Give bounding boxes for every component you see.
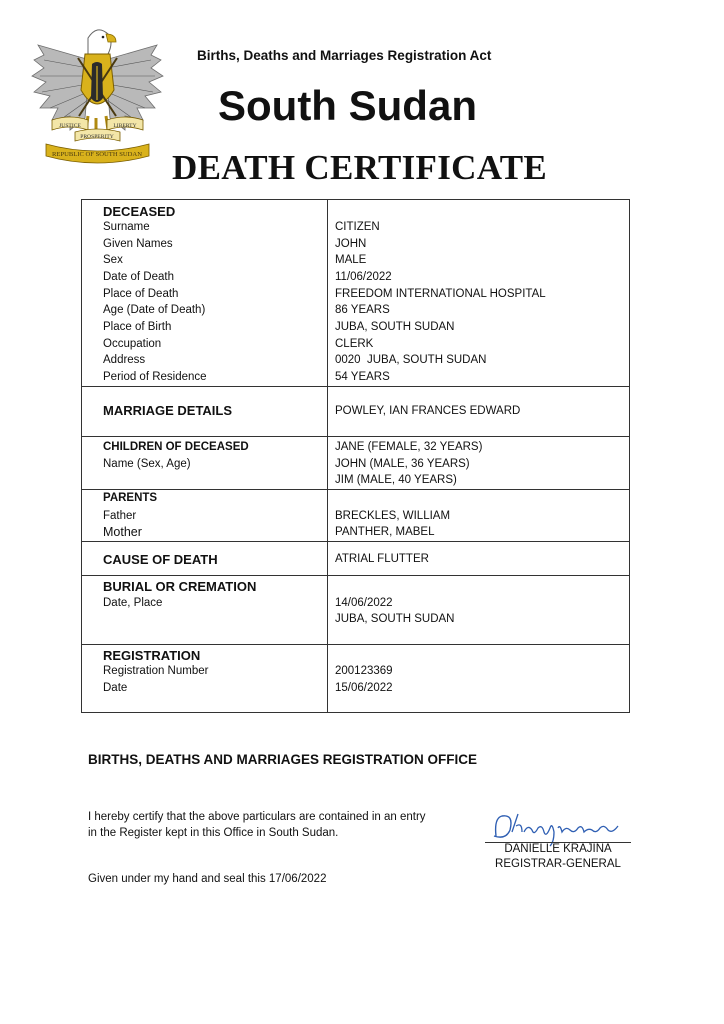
deceased-surname-value: CITIZEN (335, 221, 380, 233)
certificate-table (81, 199, 630, 713)
deceased-occupation-value: CLERK (335, 338, 374, 350)
deceased-residence-label: Period of Residence (103, 371, 207, 383)
row-divider (82, 575, 629, 576)
certification-statement (88, 809, 426, 841)
deceased-age-value: 86 YEARS (335, 304, 390, 316)
deceased-place-of-death-value: FREEDOM INTERNATIONAL HOSPITAL (335, 288, 546, 300)
deceased-residence-value: 54 YEARS (335, 371, 390, 383)
burial-date-place-label: Date, Place (103, 597, 163, 609)
mother-value: PANTHER, MABEL (335, 526, 435, 538)
section-heading-parents: PARENTS (103, 492, 158, 504)
section-heading-children: CHILDREN OF DECEASED (103, 441, 249, 453)
marriage-spouse-value: POWLEY, IAN FRANCES EDWARD (335, 405, 521, 417)
cause-of-death-value: ATRIAL FLUTTER (335, 553, 429, 565)
coat-of-arms-emblem (30, 20, 165, 180)
child-value: JIM (MALE, 40 YEARS) (335, 474, 457, 486)
registration-number-label: Registration Number (103, 665, 209, 677)
children-name-label: Name (Sex, Age) (103, 458, 191, 470)
child-value: JANE (FEMALE, 32 YEARS) (335, 441, 483, 453)
burial-place-value: JUBA, SOUTH SUDAN (335, 613, 455, 625)
certification-line: in the Register kept in this Office in South Sudan. (88, 827, 339, 839)
deceased-given-names-value: JOHN (335, 238, 367, 250)
deceased-place-of-birth-value: JUBA, SOUTH SUDAN (335, 321, 455, 333)
registrar-name: DANIELLE KRAJINA (504, 843, 612, 855)
deceased-given-names-label: Given Names (103, 238, 173, 250)
deceased-sex-label: Sex (103, 254, 123, 266)
father-label: Father (103, 510, 137, 522)
row-divider (82, 541, 629, 542)
registration-date-label: Date (103, 682, 128, 694)
emblem-motto-justice: JUSTICE (59, 123, 81, 129)
section-heading-marriage: MARRIAGE DETAILS (103, 403, 233, 418)
country-title: South Sudan (218, 82, 477, 129)
emblem-motto-liberty: LIBERTY (113, 123, 137, 129)
deceased-place-of-death-label: Place of Death (103, 288, 179, 300)
child-value: JOHN (MALE, 36 YEARS) (335, 458, 470, 470)
deceased-age-label: Age (Date of Death) (103, 304, 206, 316)
section-heading-burial: BURIAL OR CREMATION (103, 579, 257, 594)
registration-number-value: 200123369 (335, 665, 393, 677)
deceased-occupation-label: Occupation (103, 338, 162, 350)
emblem-country-banner: REPUBLIC OF SOUTH SUDAN (52, 151, 142, 158)
mother-label: Mother (103, 525, 142, 539)
document-title: DEATH CERTIFICATE (172, 148, 547, 187)
given-under-seal-statement: Given under my hand and seal this 17/06/2022 (88, 873, 327, 885)
section-heading-cause: CAUSE OF DEATH (103, 552, 218, 567)
registrar-title: REGISTRAR-GENERAL (495, 858, 621, 870)
deceased-address-label: Address (103, 354, 146, 366)
burial-date-value: 14/06/2022 (335, 597, 393, 609)
row-divider (82, 489, 629, 490)
deceased-date-of-death-value: 11/06/2022 (335, 271, 392, 283)
emblem-motto-prosperity: PROSPERITY (80, 134, 114, 140)
row-divider (82, 644, 629, 645)
registration-date-value: 15/06/2022 (335, 682, 393, 694)
section-heading-deceased: DECEASED (103, 204, 176, 219)
column-divider (327, 200, 328, 712)
deceased-surname-label: Surname (103, 221, 150, 233)
act-title: Births, Deaths and Marriages Registration Act (197, 48, 492, 63)
father-value: BRECKLES, WILLIAM (335, 510, 451, 522)
deceased-date-of-death-label: Date of Death (103, 271, 174, 283)
certification-line: I hereby certify that the above particulars are contained in an entry (88, 811, 426, 823)
deceased-address-value: 0020 JUBA, SOUTH SUDAN (335, 354, 487, 366)
row-divider (82, 436, 629, 437)
deceased-place-of-birth-label: Place of Birth (103, 321, 172, 333)
section-heading-registration: REGISTRATION (103, 648, 201, 663)
deceased-sex-value: MALE (335, 254, 367, 266)
row-divider (82, 386, 629, 387)
registration-office-heading: BIRTHS, DEATHS AND MARRIAGES REGISTRATION OFFICE (88, 752, 478, 767)
